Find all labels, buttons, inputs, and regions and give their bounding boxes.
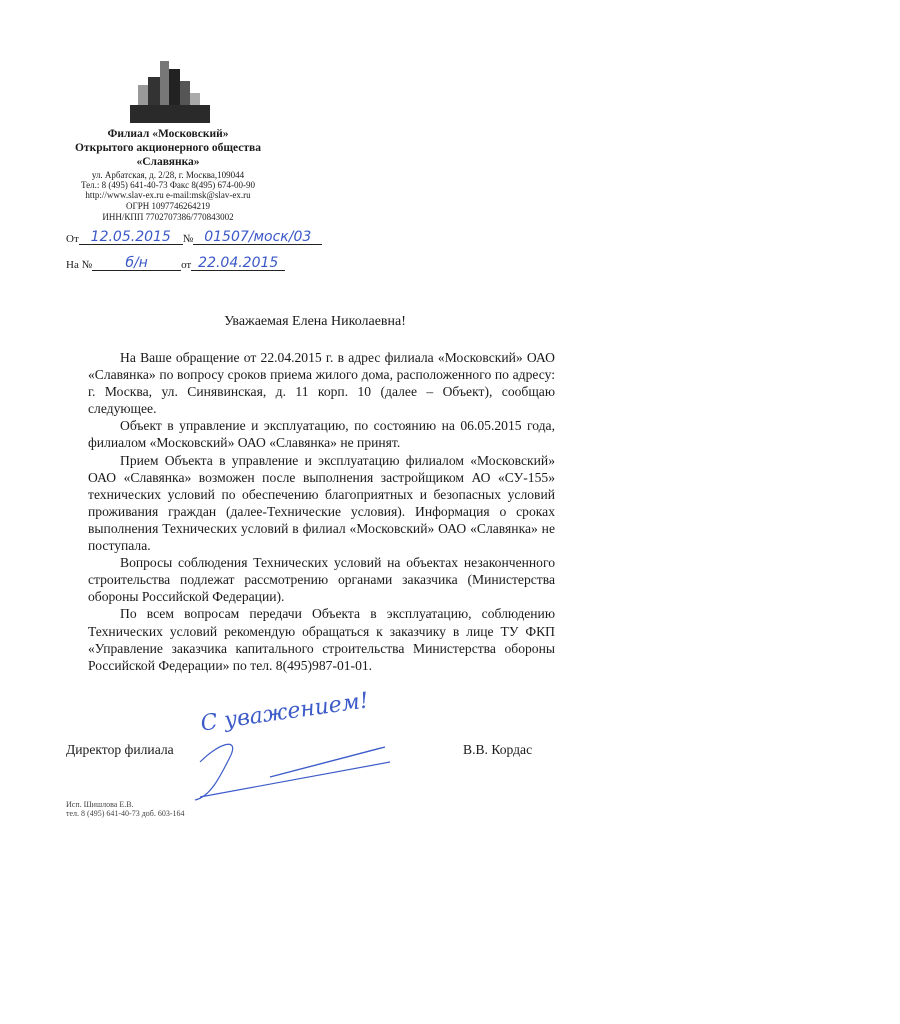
ref-number: б/н (92, 256, 181, 271)
signature-strokes (190, 722, 420, 802)
ref-label: На № (66, 259, 93, 271)
org-name-1: Филиал «Московский» (107, 128, 229, 140)
ref-date: 22.04.2015 (191, 256, 285, 271)
letter-body (88, 349, 555, 674)
paragraph: На Ваше обращение от 22.04.2015 г. в адрес филиала «Московский» ОАО «Славянка» по вопросу сроков приема жилого дома, расположенного по адресу: г. Москва, ул. Синявинская, д. 11 корп. 10 (далее – Объект), сообщаю следующее. (88, 350, 555, 417)
org-web-email: http://www.slav-ex.ru e-mail:msk@slav-ex.ru (85, 190, 251, 200)
outgoing-date: 12.05.2015 (79, 230, 183, 245)
signer-position: Директор филиала (66, 742, 174, 757)
paragraph: Вопросы соблюдения Технических условий на объектах незаконченного строительства подлежат рассмотрению органами заказчика (Министерства обороны Российской Федерации). (88, 555, 555, 605)
paragraph: По всем вопросам передачи Объекта в эксплуатацию, соблюдению Технических условий рекомендую обращаться к заказчику в лице ТУ ФКП «Управление заказчика капитального строительства Министерства обороны Российской Федерации» по тел. 8(495)987-01-01. (88, 606, 555, 673)
number-label: № (182, 233, 194, 245)
executor-info (66, 800, 185, 818)
reference-row (66, 256, 285, 271)
executor-phone: тел. 8 (495) 641-40-73 доб. 603-164 (66, 809, 185, 818)
org-phones: Тел.: 8 (495) 641-40-73 Факс 8(495) 674-00-90 (80, 180, 256, 190)
org-address: ул. Арбатская, д. 2/28, г. Москва,109044 (91, 170, 245, 180)
org-ogrn: ОГРН 1097746264219 (126, 201, 210, 211)
handwritten-signature: С уважением! (199, 688, 371, 737)
ref-date-label: от (181, 259, 192, 271)
greeting: Уважаемая Елена Николаевна! (224, 314, 406, 329)
signer-name: В.В. Кордас (463, 742, 533, 757)
org-inn-kpp: ИНН/КПП 7702707386/770843002 (102, 212, 234, 222)
outgoing-number: 01507/моск/03 (193, 230, 322, 245)
outgoing-row (66, 230, 322, 245)
from-label: От (66, 233, 79, 245)
paragraph: Прием Объекта в управление и эксплуатацию филиалом «Московский» ОАО «Славянка» возможен после выполнения застройщиком АО «СУ-155» технических условий по обеспечению благоприятных и безопасных условий проживания граждан (далее-Технические условия). Информация о сроках выполнения Технических условий в филиал «Московский» ОАО «Славянка» не поступала. (88, 452, 555, 554)
org-name-3: «Славянка» (136, 156, 200, 168)
company-logo (120, 55, 220, 127)
executor-name: Исп. Шишлова Е.В. (66, 800, 134, 809)
paragraph: Объект в управление и эксплуатацию, по состоянию на 06.05.2015 года, филиалом «Московский» ОАО «Славянка» не принят. (88, 418, 555, 451)
org-name-2: Открытого акционерного общества (74, 142, 261, 154)
